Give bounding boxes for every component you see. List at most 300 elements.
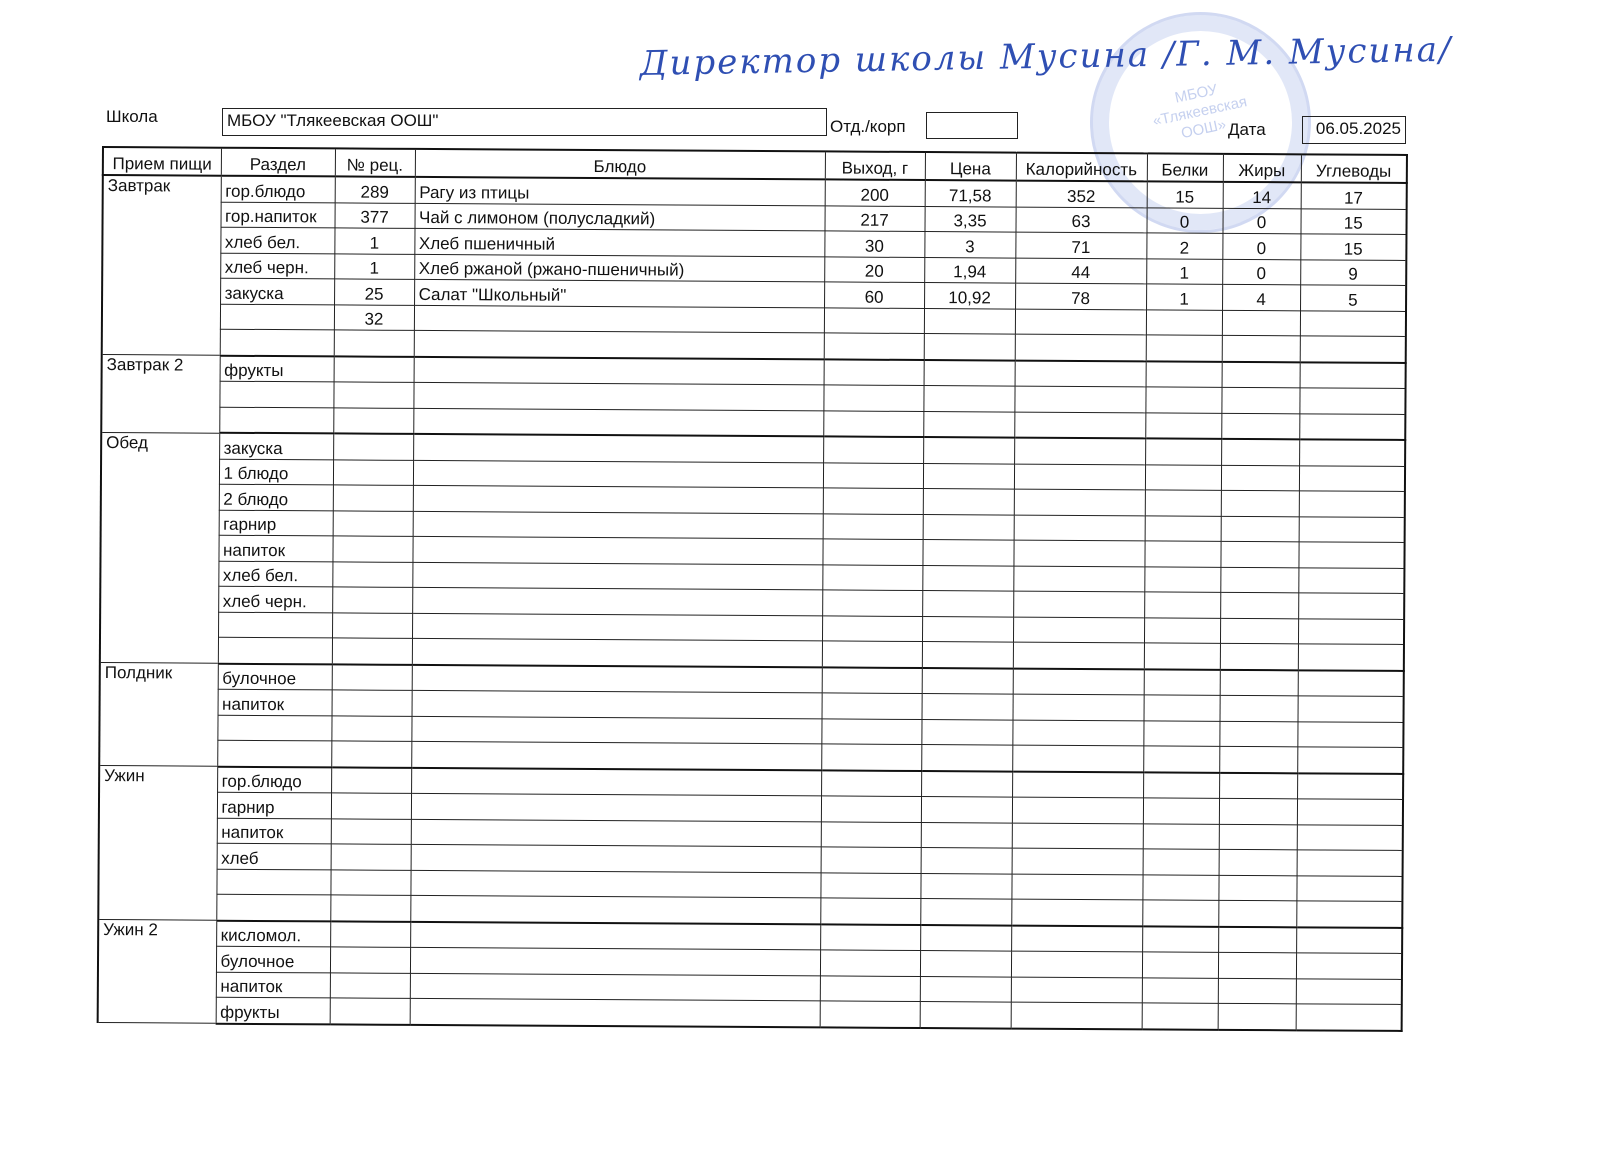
cell-protein [1145, 490, 1221, 516]
cell-price [921, 822, 1012, 848]
cell-fat [1219, 746, 1297, 772]
cell-recipe [333, 459, 413, 485]
cell-kcal [1014, 515, 1145, 541]
cell-yield [823, 462, 923, 488]
cell-fat [1221, 387, 1299, 413]
cell-dish [413, 434, 823, 463]
cell-yield [824, 333, 924, 360]
cell-carbs [1300, 362, 1406, 389]
cell-yield [822, 615, 922, 641]
cell-carbs [1299, 413, 1405, 440]
cell-dish [413, 382, 823, 410]
cell-price [920, 899, 1011, 926]
cell-carbs [1296, 1004, 1402, 1031]
cell-kcal [1015, 334, 1146, 361]
cell-price: 1,94 [924, 257, 1015, 283]
cell-dish [412, 638, 822, 667]
cell-fat [1222, 361, 1300, 387]
cell-carbs: 9 [1300, 259, 1406, 285]
cell-price [923, 437, 1014, 464]
cell-section: хлеб бел. [220, 227, 334, 253]
cell-price [920, 925, 1011, 952]
cell-dish [413, 460, 823, 488]
cell-fat [1221, 490, 1299, 516]
cell-fat [1218, 926, 1296, 952]
meal-name: Завтрак [102, 175, 221, 355]
cell-price [921, 745, 1012, 772]
cell-dish: Рагу из птицы [415, 177, 825, 206]
cell-carbs [1298, 696, 1404, 722]
cell-yield: 60 [824, 282, 924, 308]
cell-section: напиток [217, 818, 331, 844]
cell-price: 3 [924, 232, 1015, 258]
cell-section: хлеб черн. [220, 253, 334, 279]
cell-yield [821, 796, 921, 822]
cell-kcal [1012, 720, 1143, 746]
cell-yield: 20 [824, 256, 924, 282]
cell-carbs [1297, 721, 1403, 747]
cell-kcal [1013, 668, 1144, 695]
cell-carbs [1297, 799, 1403, 825]
cell-recipe [331, 741, 411, 767]
cell-carbs [1297, 824, 1403, 850]
cell-dish [412, 690, 822, 718]
cell-dish [411, 741, 821, 770]
cell-recipe [332, 690, 412, 716]
cell-recipe [333, 382, 413, 408]
col-dish: Блюдо [415, 149, 825, 180]
cell-kcal [1011, 899, 1142, 926]
cell-kcal [1011, 874, 1142, 900]
dept-label: Отд./корп [830, 117, 906, 136]
cell-dish [412, 587, 822, 615]
cell-dish [410, 895, 820, 924]
cell-protein: 0 [1146, 207, 1222, 233]
cell-carbs: 17 [1301, 182, 1407, 209]
cell-protein [1143, 720, 1219, 746]
cell-carbs [1298, 644, 1404, 671]
cell-fat [1220, 695, 1298, 721]
cell-fat [1218, 875, 1296, 901]
meal-name: Обед [100, 432, 219, 663]
cell-price: 3,35 [924, 206, 1015, 232]
cell-fat [1218, 978, 1296, 1004]
cell-recipe [330, 972, 410, 998]
cell-fat [1220, 669, 1298, 695]
cell-recipe: 377 [335, 202, 415, 228]
cell-yield [823, 410, 923, 437]
cell-price [921, 771, 1012, 798]
cell-kcal [1011, 951, 1142, 977]
school-label: Школа [106, 107, 158, 126]
cell-kcal: 63 [1015, 207, 1146, 233]
cell-carbs [1299, 465, 1405, 491]
cell-fat [1221, 516, 1299, 542]
date-label: Дата [1228, 120, 1266, 139]
cell-kcal [1014, 489, 1145, 515]
cell-fat: 4 [1222, 284, 1300, 310]
cell-section: гарнир [217, 792, 331, 818]
cell-protein [1146, 309, 1222, 335]
cell-fat [1220, 592, 1298, 618]
cell-carbs [1298, 542, 1404, 568]
cell-kcal: 44 [1015, 258, 1146, 284]
cell-dish [410, 973, 820, 1001]
cell-dish [414, 330, 824, 359]
cell-protein [1144, 592, 1220, 618]
cell-protein: 2 [1146, 233, 1222, 259]
cell-protein [1144, 695, 1220, 721]
cell-section: закуска [220, 278, 334, 304]
cell-protein [1145, 412, 1221, 438]
cell-protein [1142, 926, 1218, 952]
col-section: Раздел [221, 148, 335, 177]
cell-fat [1218, 952, 1296, 978]
cell-price [922, 694, 1013, 720]
cell-fat [1218, 900, 1296, 926]
cell-recipe [334, 330, 414, 356]
cell-kcal [1012, 823, 1143, 849]
cell-fat [1220, 643, 1298, 669]
cell-carbs [1300, 336, 1406, 363]
cell-carbs [1296, 927, 1402, 954]
cell-recipe [333, 433, 413, 459]
cell-recipe: 25 [334, 279, 414, 305]
cell-section [218, 612, 332, 638]
menu-table [97, 146, 1408, 1031]
cell-dish: Хлеб ржаной (ржано-пшеничный) [414, 254, 824, 282]
cell-dish [411, 767, 821, 796]
cell-price [922, 540, 1013, 566]
cell-kcal [1013, 617, 1144, 643]
col-protein: Белки [1147, 153, 1223, 181]
cell-price [921, 797, 1012, 823]
cell-kcal [1013, 566, 1144, 592]
cell-section: напиток [218, 689, 332, 715]
cell-dish [410, 947, 820, 975]
cell-yield [824, 359, 924, 386]
cell-protein [1144, 669, 1220, 695]
cell-yield [822, 539, 922, 565]
cell-recipe [332, 612, 412, 638]
cell-yield [821, 744, 921, 771]
cell-yield [820, 950, 920, 976]
cell-yield [823, 385, 923, 411]
cell-price [922, 642, 1013, 669]
cell-dish [412, 536, 822, 564]
cell-kcal [1012, 797, 1143, 823]
cell-protein [1144, 617, 1220, 643]
cell-section: напиток [216, 972, 330, 998]
cell-carbs [1300, 310, 1406, 336]
cell-price [920, 1002, 1011, 1029]
cell-fat [1221, 413, 1299, 439]
col-yield: Выход, г [825, 151, 925, 180]
cell-recipe [330, 921, 410, 947]
cell-recipe [331, 818, 411, 844]
cell-fat [1220, 567, 1298, 593]
cell-protein [1144, 566, 1220, 592]
cell-recipe [332, 587, 412, 613]
cell-dish: Чай с лимоном (полусладкий) [415, 203, 825, 231]
cell-section: хлеб бел. [218, 561, 332, 587]
stamp-text: МБОУ «Тлякеевская ООШ» [1151, 81, 1249, 143]
cell-carbs [1298, 593, 1404, 619]
cell-carbs [1299, 439, 1405, 466]
cell-fat [1220, 618, 1298, 644]
cell-recipe [331, 793, 411, 819]
cell-protein [1143, 746, 1219, 772]
cell-price [922, 616, 1013, 642]
meal-name: Ужин 2 [98, 919, 217, 1023]
cell-kcal [1012, 848, 1143, 874]
cell-protein [1145, 387, 1221, 413]
cell-dish: Хлеб пшеничный [414, 228, 824, 256]
cell-kcal [1012, 745, 1143, 772]
cell-dish [412, 664, 822, 693]
cell-carbs: 15 [1300, 234, 1406, 260]
cell-recipe [332, 536, 412, 562]
cell-fat: 0 [1222, 259, 1300, 285]
cell-kcal: 78 [1015, 283, 1146, 309]
cell-fat: 14 [1223, 182, 1301, 208]
cell-fat [1221, 465, 1299, 491]
cell-section [218, 637, 332, 664]
cell-section [217, 740, 331, 767]
cell-recipe [332, 638, 412, 664]
cell-section [219, 407, 333, 434]
cell-protein [1144, 643, 1220, 669]
cell-section: булочное [218, 663, 332, 690]
cell-kcal [1014, 438, 1145, 465]
cell-yield [821, 718, 921, 744]
cell-yield: 200 [825, 179, 925, 206]
cell-recipe [332, 664, 412, 690]
cell-price: 10,92 [924, 283, 1015, 309]
cell-section [216, 869, 330, 895]
cell-kcal: 71 [1015, 232, 1146, 258]
cell-carbs [1298, 567, 1404, 593]
school-field[interactable]: МБОУ "Тлякеевская ООШ" [222, 108, 827, 136]
cell-kcal [1012, 771, 1143, 798]
cell-section [219, 381, 333, 407]
cell-price: 71,58 [925, 180, 1016, 207]
cell-protein [1146, 335, 1222, 361]
cell-section: хлеб [217, 843, 331, 869]
cell-dish [414, 305, 824, 333]
cell-price [922, 565, 1013, 591]
cell-kcal: 352 [1016, 181, 1147, 208]
cell-fat [1219, 721, 1297, 747]
cell-yield [821, 847, 921, 873]
cell-kcal [1013, 694, 1144, 720]
cell-price [924, 334, 1015, 361]
cell-protein [1143, 772, 1219, 798]
cell-recipe: 1 [334, 228, 414, 254]
cell-yield [821, 770, 921, 797]
cell-protein: 1 [1146, 258, 1222, 284]
cell-protein [1144, 541, 1220, 567]
cell-section: напиток [218, 535, 332, 561]
cell-section: 1 блюдо [219, 459, 333, 485]
cell-price [921, 848, 1012, 874]
cell-yield [820, 924, 920, 951]
cell-protein [1145, 438, 1221, 464]
cell-dish [412, 562, 822, 590]
cell-price [920, 976, 1011, 1002]
cell-section: фрукты [220, 355, 334, 382]
cell-kcal [1011, 1002, 1142, 1029]
cell-yield [823, 488, 923, 514]
cell-price [923, 463, 1014, 489]
col-fat: Жиры [1223, 154, 1301, 182]
cell-recipe [330, 998, 410, 1024]
cell-dish [410, 870, 820, 898]
cell-fat [1220, 541, 1298, 567]
cell-section: булочное [216, 946, 330, 972]
director-signature: Директор школы Мусина /Г. М. Мусина/ [639, 29, 1453, 84]
cell-protein [1142, 900, 1218, 926]
cell-carbs: 5 [1300, 285, 1406, 311]
cell-carbs [1296, 978, 1402, 1004]
cell-dish [413, 408, 823, 437]
cell-carbs [1297, 773, 1403, 800]
cell-carbs [1299, 516, 1405, 542]
cell-kcal [1013, 540, 1144, 566]
cell-carbs [1298, 618, 1404, 644]
cell-dish [411, 793, 821, 821]
meal-name: Полдник [99, 662, 218, 766]
cell-yield [824, 307, 924, 333]
cell-yield [820, 872, 920, 898]
cell-yield [822, 564, 922, 590]
cell-price [923, 411, 1014, 438]
cell-protein [1143, 798, 1219, 824]
cell-dish: Салат "Школьный" [414, 279, 824, 307]
cell-yield [822, 590, 922, 616]
cell-section: гарнир [219, 510, 333, 536]
cell-section: кисломол. [216, 920, 330, 947]
cell-fat [1221, 439, 1299, 465]
cell-dish [411, 844, 821, 872]
cell-section [220, 304, 334, 330]
cell-yield [823, 436, 923, 463]
cell-recipe [330, 947, 410, 973]
cell-price [924, 308, 1015, 334]
cell-recipe [332, 561, 412, 587]
cell-kcal [1013, 642, 1144, 669]
cell-recipe [331, 715, 411, 741]
cell-section [216, 894, 330, 921]
cell-yield: 30 [824, 231, 924, 257]
date-field[interactable]: 06.05.2025 [1302, 116, 1406, 144]
cell-recipe [331, 767, 411, 793]
cell-recipe: 1 [334, 253, 414, 279]
cell-yield [821, 821, 921, 847]
cell-price [923, 386, 1014, 412]
meal-name: Ужин [98, 765, 217, 920]
cell-price [920, 951, 1011, 977]
cell-fat [1219, 798, 1297, 824]
cell-recipe [330, 895, 410, 921]
cell-section: 2 блюдо [219, 484, 333, 510]
cell-dish [414, 356, 824, 385]
cell-fat [1218, 1003, 1296, 1029]
cell-carbs [1296, 875, 1402, 901]
col-kcal: Калорийность [1016, 153, 1147, 182]
cell-price [923, 514, 1014, 540]
cell-dish [412, 613, 822, 641]
cell-carbs [1297, 747, 1403, 774]
cell-yield [822, 667, 922, 694]
cell-section: закуска [219, 433, 333, 460]
cell-fat: 0 [1222, 233, 1300, 259]
cell-kcal [1015, 309, 1146, 335]
cell-carbs [1299, 388, 1405, 414]
col-price: Цена [925, 152, 1016, 181]
cell-yield [820, 1001, 920, 1028]
cell-price [923, 489, 1014, 515]
cell-kcal [1011, 925, 1142, 952]
cell-fat: 0 [1222, 208, 1300, 234]
cell-kcal [1015, 360, 1146, 387]
cell-section [217, 715, 331, 741]
cell-fat [1222, 310, 1300, 336]
cell-kcal [1014, 386, 1145, 412]
cell-price [922, 668, 1013, 695]
cell-section: хлеб черн. [218, 586, 332, 612]
cell-fat [1219, 772, 1297, 798]
cell-section [220, 329, 334, 356]
cell-kcal [1014, 412, 1145, 439]
cell-protein [1143, 849, 1219, 875]
col-carbs: Углеводы [1301, 154, 1407, 183]
cell-section: гор.блюдо [217, 766, 331, 793]
cell-price [920, 873, 1011, 899]
menu-body [98, 175, 1407, 1030]
cell-section: гор.напиток [221, 202, 335, 228]
cell-dish [410, 921, 820, 950]
cell-protein [1145, 464, 1221, 490]
dept-field[interactable] [926, 112, 1018, 139]
cell-kcal [1014, 464, 1145, 490]
cell-recipe [333, 407, 413, 433]
cell-fat [1219, 824, 1297, 850]
cell-recipe [334, 356, 414, 382]
cell-dish [413, 511, 823, 539]
cell-kcal [1011, 977, 1142, 1003]
cell-recipe [333, 510, 413, 536]
cell-dish [411, 716, 821, 744]
cell-dish [411, 819, 821, 847]
cell-protein [1142, 1003, 1218, 1029]
cell-section: фрукты [216, 997, 330, 1024]
meal-name: Завтрак 2 [101, 355, 219, 433]
cell-protein [1142, 874, 1218, 900]
cell-recipe [330, 869, 410, 895]
col-recipe: № рец. [335, 148, 415, 176]
cell-yield: 217 [824, 205, 924, 231]
cell-protein [1145, 515, 1221, 541]
cell-carbs [1298, 670, 1404, 697]
cell-fat [1219, 849, 1297, 875]
cell-yield [823, 513, 923, 539]
cell-dish [410, 998, 820, 1027]
cell-protein [1142, 952, 1218, 978]
cell-price [924, 360, 1015, 387]
col-meal: Прием пищи [103, 147, 221, 176]
cell-yield [820, 975, 920, 1001]
